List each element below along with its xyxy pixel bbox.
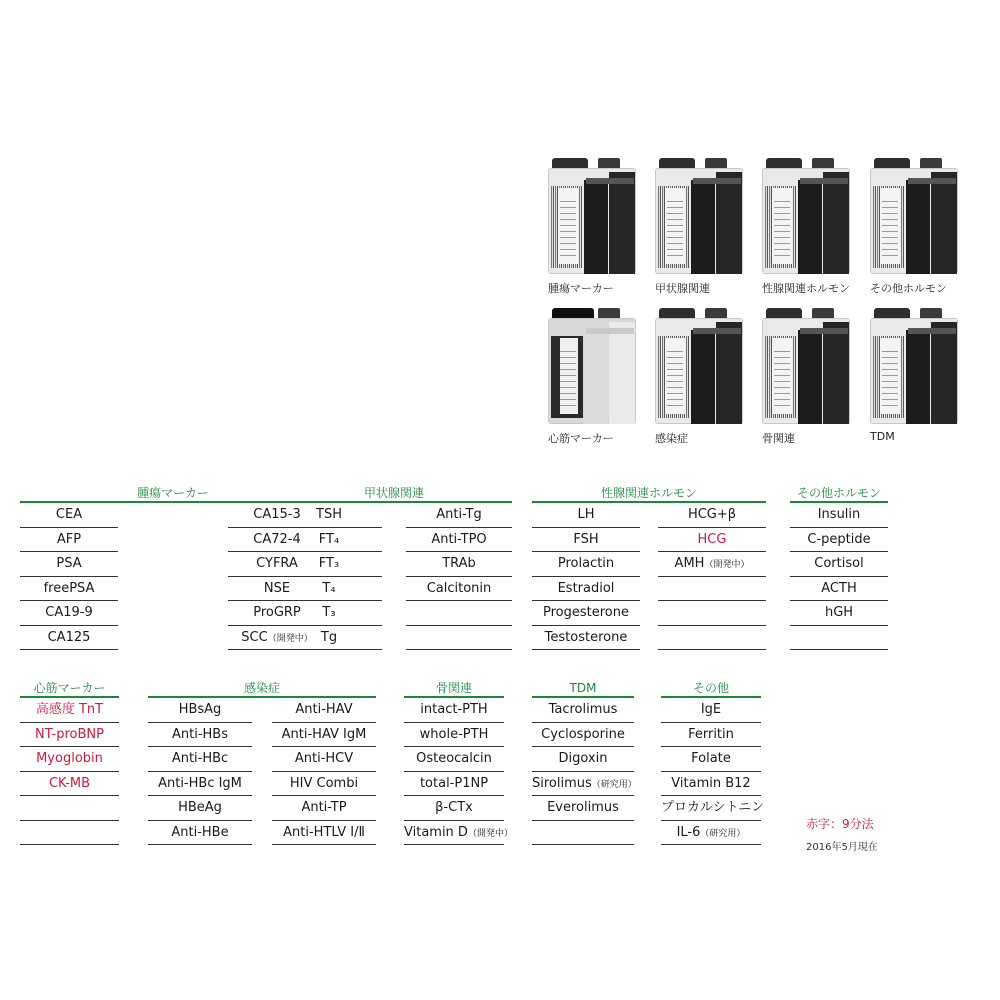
- assay-name: Cyclosporine: [541, 726, 625, 742]
- reagent-item: [870, 158, 960, 296]
- assay-cell: [148, 747, 252, 772]
- assay-name: intact-PTH: [420, 702, 488, 717]
- assay-name: NT-proBNP: [35, 726, 104, 742]
- assay-cell: [532, 821, 634, 846]
- assay-name: SCC: [241, 629, 268, 645]
- assay-name: C-peptide: [807, 531, 871, 547]
- assay-cell: [148, 723, 252, 748]
- assay-name: Anti-HCV: [294, 751, 354, 766]
- assay-note: （研究用）: [591, 779, 637, 790]
- reagent-cartridge-image: [548, 158, 636, 274]
- assay-cell: [790, 528, 888, 553]
- assay-name: Anti-HBs: [172, 726, 228, 742]
- assay-cell: [532, 528, 640, 553]
- assay-cell: [276, 626, 382, 651]
- reagent-item: [655, 308, 745, 446]
- reagent-caption: 感染症: [655, 432, 688, 445]
- assay-name: Anti-HAV IgM: [281, 726, 367, 742]
- assay-name: Anti-Tg: [436, 507, 482, 522]
- assay-cell: [790, 552, 888, 577]
- assay-name: HCG: [697, 531, 727, 547]
- assay-cell: [276, 528, 382, 553]
- assay-cell: [20, 698, 119, 723]
- reagent-caption: 甲状腺関連: [655, 282, 710, 295]
- assay-name: Sirolimus: [532, 775, 592, 791]
- assay-name: CEA: [55, 507, 83, 522]
- assay-name: T₃: [322, 605, 336, 620]
- assay-cell: [404, 698, 504, 723]
- assay-cell: [658, 528, 766, 553]
- assay-name: CA19-9: [45, 605, 93, 620]
- reagent-item: [548, 158, 638, 296]
- assay-name: ACTH: [821, 580, 857, 596]
- assay-group: [404, 680, 513, 845]
- assay-cell: [661, 821, 761, 846]
- reagent-caption: 性腺関連ホルモン: [762, 282, 850, 295]
- assay-cell: [20, 577, 118, 602]
- assay-name: PSA: [56, 556, 82, 571]
- assay-cell: [404, 772, 504, 797]
- assay-name: ProGRP: [253, 605, 301, 620]
- assay-name: Folate: [691, 751, 731, 766]
- assay-group: [661, 680, 765, 845]
- assay-name: Everolimus: [547, 800, 619, 815]
- reagent-cartridge-image: [655, 158, 743, 274]
- assay-cell: [790, 626, 888, 651]
- assay-note: （開発中）: [704, 560, 750, 570]
- assay-name: CK-MB: [48, 775, 91, 791]
- date-note: 2016年5月現在: [806, 842, 878, 853]
- assay-cell: [276, 552, 382, 577]
- reagent-item: [762, 158, 852, 296]
- assay-name: Anti-TPO: [431, 531, 487, 547]
- assay-cell: [661, 772, 761, 797]
- assay-cell: [20, 601, 118, 626]
- assay-cell: [20, 528, 118, 553]
- assay-name: T₄: [322, 580, 336, 596]
- assay-cell: [20, 723, 119, 748]
- assay-name: Vitamin D: [404, 824, 468, 840]
- assay-cell: [20, 503, 118, 528]
- assay-note: （研究用）: [700, 828, 746, 839]
- assay-cell: [404, 747, 504, 772]
- assay-cell: [20, 552, 118, 577]
- assay-name: CA125: [47, 629, 91, 645]
- assay-cell: [272, 698, 376, 723]
- legend-note: 赤字：9分法: [806, 817, 874, 831]
- group-title: 骨関連: [404, 680, 504, 698]
- reagent-cartridge-image: [548, 308, 636, 424]
- assay-name: CYFRA: [256, 556, 298, 571]
- assay-cell: [148, 821, 252, 846]
- reagent-cartridge-image: [870, 308, 958, 424]
- reagent-item: [655, 158, 745, 296]
- assay-name: AMH: [674, 556, 705, 571]
- assay-cell: [148, 698, 252, 723]
- assay-cell: [658, 626, 766, 651]
- assay-name: Estradiol: [557, 580, 615, 596]
- reagent-cartridge-image: [870, 158, 958, 274]
- assay-cell: [276, 503, 382, 528]
- assay-name: whole-PTH: [419, 726, 489, 742]
- assay-name: Anti-TP: [301, 800, 347, 815]
- assay-name: プロカルシトニン: [661, 800, 765, 815]
- assay-name: Ferritin: [688, 726, 734, 742]
- assay-cell: [406, 552, 512, 577]
- assay-name: Anti-HBc: [171, 751, 229, 766]
- assay-name: Tg: [320, 629, 338, 645]
- assay-cell: [790, 577, 888, 602]
- assay-cell: [532, 503, 640, 528]
- group-title: 性腺関連ホルモン: [532, 485, 766, 503]
- assay-name: Anti-HBc IgM: [158, 775, 242, 791]
- reagent-caption: 心筋マーカー: [548, 432, 614, 445]
- assay-name: Tacrolimus: [548, 702, 618, 717]
- reagent-caption: TDM: [870, 430, 895, 443]
- reagent-caption: 骨関連: [762, 432, 795, 445]
- assay-group: [20, 680, 119, 845]
- reagent-caption: その他ホルモン: [870, 282, 947, 295]
- assay-cell: [790, 601, 888, 626]
- assay-name: total-P1NP: [419, 775, 489, 791]
- assay-cell: [272, 796, 376, 821]
- assay-group: [532, 485, 766, 650]
- assay-name: CA72-4: [253, 531, 301, 547]
- assay-name: β-CTx: [435, 800, 473, 815]
- assay-name: Prolactin: [557, 556, 615, 571]
- assay-group: [276, 485, 512, 650]
- assay-name: Testosterone: [544, 629, 628, 645]
- assay-cell: [790, 503, 888, 528]
- reagent-cartridge-image: [762, 158, 850, 274]
- assay-name: AFP: [56, 531, 82, 547]
- reagent-item: [762, 308, 852, 446]
- assay-cell: [532, 626, 640, 651]
- assay-cell: [20, 796, 119, 821]
- assay-cell: [20, 772, 119, 797]
- group-title: その他: [661, 680, 761, 698]
- assay-group: [532, 680, 637, 845]
- group-title: 甲状腺関連: [276, 485, 512, 503]
- assay-cell: [532, 772, 637, 797]
- assay-cell: [658, 552, 766, 577]
- assay-name: Osteocalcin: [416, 751, 492, 766]
- group-title: TDM: [532, 680, 634, 698]
- assay-group: [790, 485, 888, 650]
- assay-note: （開発中）: [467, 828, 513, 839]
- assay-name: IgE: [700, 702, 722, 717]
- group-title: その他ホルモン: [790, 485, 888, 503]
- assay-name: CA15-3: [253, 507, 301, 522]
- assay-name: freePSA: [43, 580, 95, 596]
- assay-cell: [20, 626, 118, 651]
- assay-cell: [276, 601, 382, 626]
- assay-cell: [532, 796, 634, 821]
- assay-name: Myoglobin: [36, 751, 103, 766]
- assay-name: HIV Combi: [289, 775, 359, 791]
- group-title: 感染症: [148, 680, 376, 698]
- assay-cell: [658, 601, 766, 626]
- assay-cell: [406, 503, 512, 528]
- reagent-item: [548, 308, 638, 446]
- assay-name: FT₃: [318, 556, 340, 571]
- assay-name: Digoxin: [558, 751, 608, 766]
- assay-name: Insulin: [817, 507, 861, 522]
- assay-name: FSH: [573, 531, 599, 547]
- assay-name: Cortisol: [814, 556, 864, 571]
- assay-cell: [661, 796, 765, 821]
- assay-cell: [272, 772, 376, 797]
- assay-cell: [658, 577, 766, 602]
- assay-name: LH: [577, 507, 595, 522]
- assay-cell: [532, 698, 634, 723]
- group-title: 心筋マーカー: [20, 680, 119, 698]
- assay-name: HCG+β: [687, 507, 737, 522]
- assay-cell: [272, 723, 376, 748]
- reagent-cartridge-image: [762, 308, 850, 424]
- assay-cell: [404, 821, 513, 846]
- assay-name: Anti-HTLV Ⅰ/Ⅱ: [283, 824, 365, 840]
- assay-name: Progesterone: [543, 605, 629, 620]
- assay-cell: [404, 723, 504, 748]
- assay-name: HBsAg: [178, 702, 222, 717]
- assay-cell: [658, 503, 766, 528]
- assay-cell: [272, 747, 376, 772]
- assay-name: Anti-HAV: [295, 702, 353, 717]
- assay-cell: [661, 747, 761, 772]
- assay-cell: [532, 723, 634, 748]
- assay-name: Vitamin B12: [671, 775, 751, 791]
- assay-cell: [276, 577, 382, 602]
- assay-cell: [406, 601, 512, 626]
- assay-cell: [20, 747, 119, 772]
- assay-name: NSE: [263, 580, 291, 596]
- assay-cell: [661, 698, 761, 723]
- group-title: 腫瘍マーカー: [20, 485, 326, 503]
- assay-name: Anti-HBe: [171, 824, 229, 840]
- assay-cell: [532, 747, 634, 772]
- assay-name: FT₄: [318, 531, 340, 547]
- assay-name: HBeAg: [178, 800, 222, 815]
- assay-cell: [148, 796, 252, 821]
- assay-note: （開発中）: [267, 633, 313, 644]
- assay-group: [148, 680, 376, 845]
- assay-name: TRAb: [442, 556, 476, 571]
- assay-name: TSH: [316, 507, 342, 522]
- assay-cell: [148, 772, 252, 797]
- assay-cell: [661, 723, 761, 748]
- assay-name: IL-6: [676, 824, 701, 840]
- assay-cell: [406, 577, 512, 602]
- reagent-cartridge-image: [655, 308, 743, 424]
- assay-name: 高感度 TnT: [35, 702, 104, 717]
- assay-cell: [532, 577, 640, 602]
- assay-cell: [404, 796, 504, 821]
- assay-cell: [532, 601, 640, 626]
- assay-cell: [406, 626, 512, 651]
- assay-cell: [272, 821, 376, 846]
- reagent-caption: 腫瘍マーカー: [548, 282, 614, 295]
- assay-cell: [532, 552, 640, 577]
- assay-cell: [20, 821, 119, 846]
- reagent-item: [870, 308, 960, 443]
- assay-name: hGH: [824, 605, 854, 620]
- assay-cell: [406, 528, 512, 553]
- assay-name: Calcitonin: [426, 580, 492, 596]
